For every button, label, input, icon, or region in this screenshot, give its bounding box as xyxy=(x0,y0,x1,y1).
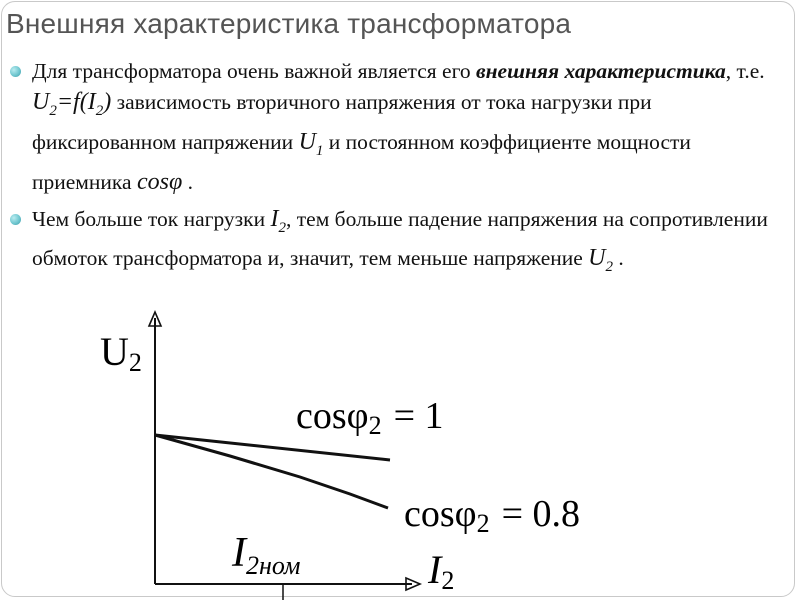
text-run: , т.е. xyxy=(725,59,765,83)
x-axis-label: I2 xyxy=(428,547,455,595)
nominal-current-label: I2ном xyxy=(232,530,301,580)
text-run: , тем больше падение напряжения на сопротивлении обмоток трансформатора и, значит, тем меньше напряжение xyxy=(32,206,768,271)
text-run: . xyxy=(182,169,193,194)
symbol-u2: $U_2$ xyxy=(588,245,614,276)
text-run: . xyxy=(613,246,624,271)
formula: $U_2=f(I_2)$ xyxy=(32,89,112,119)
symbol-u1: $U_1$ xyxy=(298,128,324,159)
text-run: и постоянном коэффициенте мощности приемника xyxy=(32,129,691,194)
curve-cos-1 xyxy=(155,435,390,460)
curve-cos-0-8-label: cosφ2 = 0.8 xyxy=(404,493,581,538)
symbol-cos-phi: cosφ xyxy=(136,168,183,195)
term-external-characteristic: внешняя характеристика xyxy=(475,59,726,83)
text-run: Чем больше ток нагрузки xyxy=(32,206,271,231)
slide-title: Внешняя характеристика трансформатора xyxy=(6,8,572,39)
text-run: Для трансформатора очень важной является его xyxy=(32,59,476,83)
symbol-i2: $I_2$ xyxy=(270,205,286,236)
text-run: зависимость вторичного напряжения от тока нагрузки при фиксированном напряжении xyxy=(32,90,652,154)
curve-cos-1-label: cosφ2 = 1 xyxy=(296,395,444,440)
y-axis-label: U2 xyxy=(100,329,142,377)
